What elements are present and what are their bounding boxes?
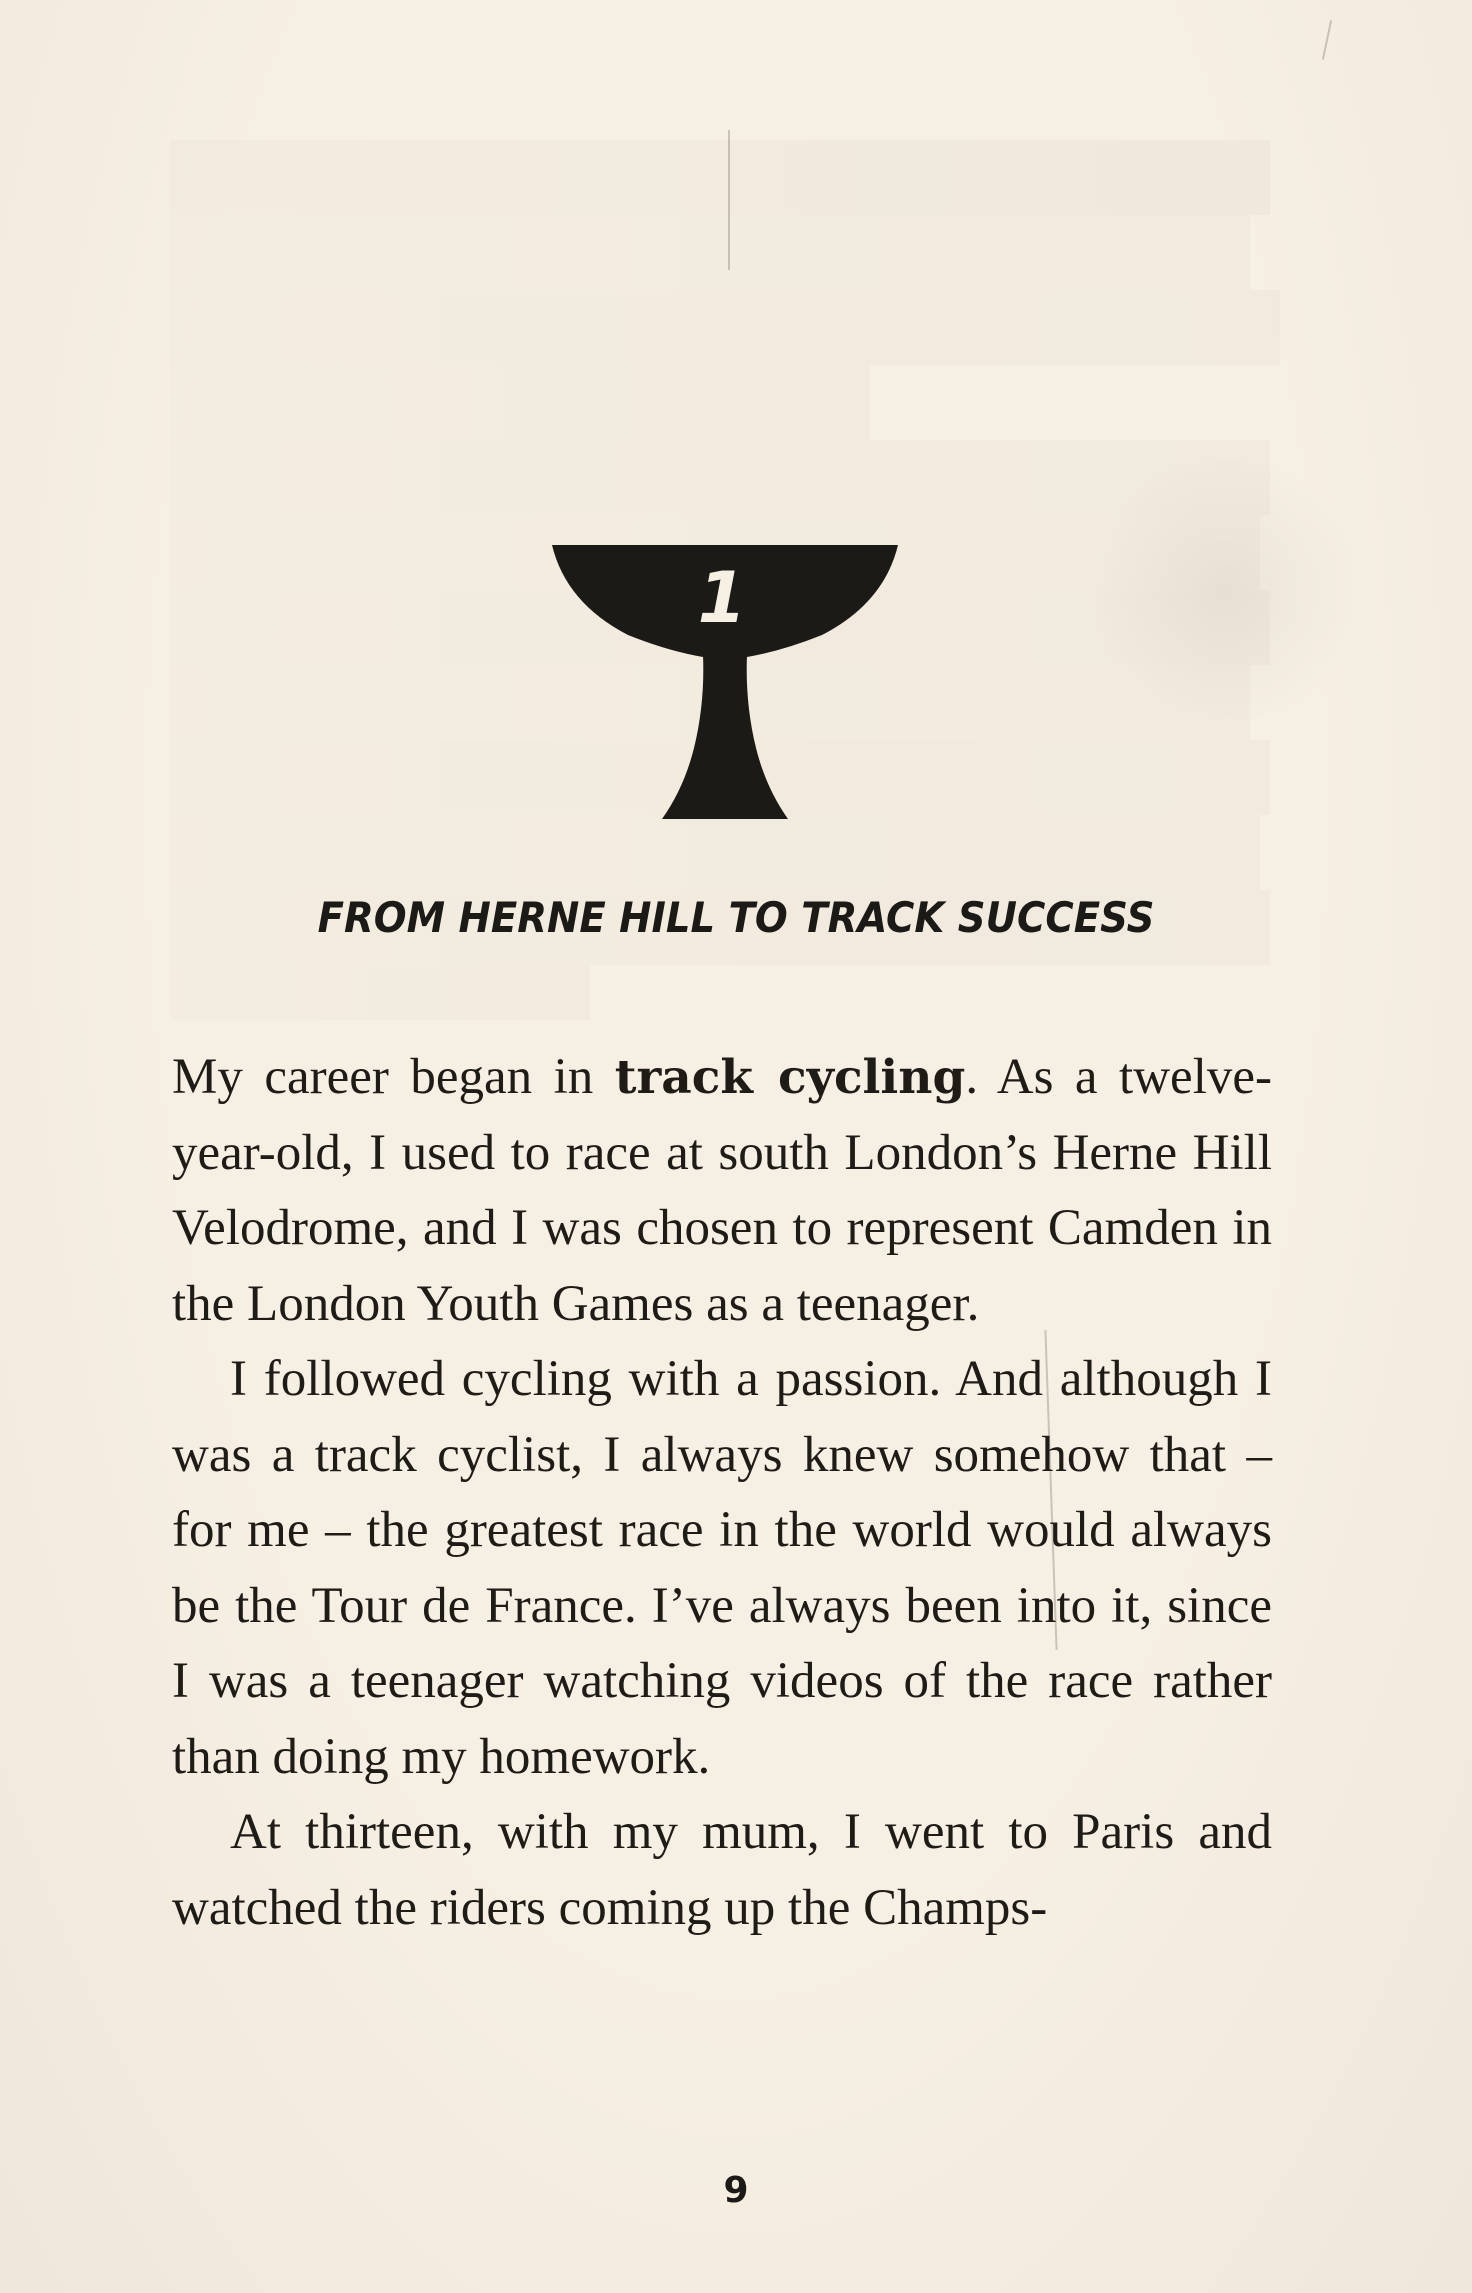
- bold-term: track cycling: [614, 1050, 966, 1105]
- paper-crease: [1322, 20, 1332, 60]
- page-number: 9: [723, 2170, 749, 2211]
- paper-stain: [1080, 460, 1370, 720]
- paragraph: [172, 1040, 1272, 1342]
- paragraph-text: My career began in: [172, 1049, 615, 1105]
- paragraph: I followed cycling with a passion. And although I was a track cyclist, I always knew somehow that – for me – the greatest race in the world would always be the Tour de France. I’ve always been into it, since I was a teenager watching videos of the race rather than doing my homework.: [172, 1351, 1272, 1785]
- chapter-number: 1: [697, 557, 747, 639]
- body-text: [172, 1040, 1272, 1946]
- paragraph-text: . As a twelve-year-old, I used to race at south London’s Herne Hill Velodrome, and I was chosen to represent Camden in the London Youth Games as a teenager.: [172, 1049, 1272, 1332]
- paper-crease: [728, 130, 730, 270]
- trophy-stem: [662, 655, 788, 819]
- paragraph: At thirteen, with my mum, I went to Paris and watched the riders coming up the Champs-: [172, 1804, 1272, 1936]
- chapter-title: FROM HERNE HILL TO TRACK SUCCESS: [317, 893, 1155, 942]
